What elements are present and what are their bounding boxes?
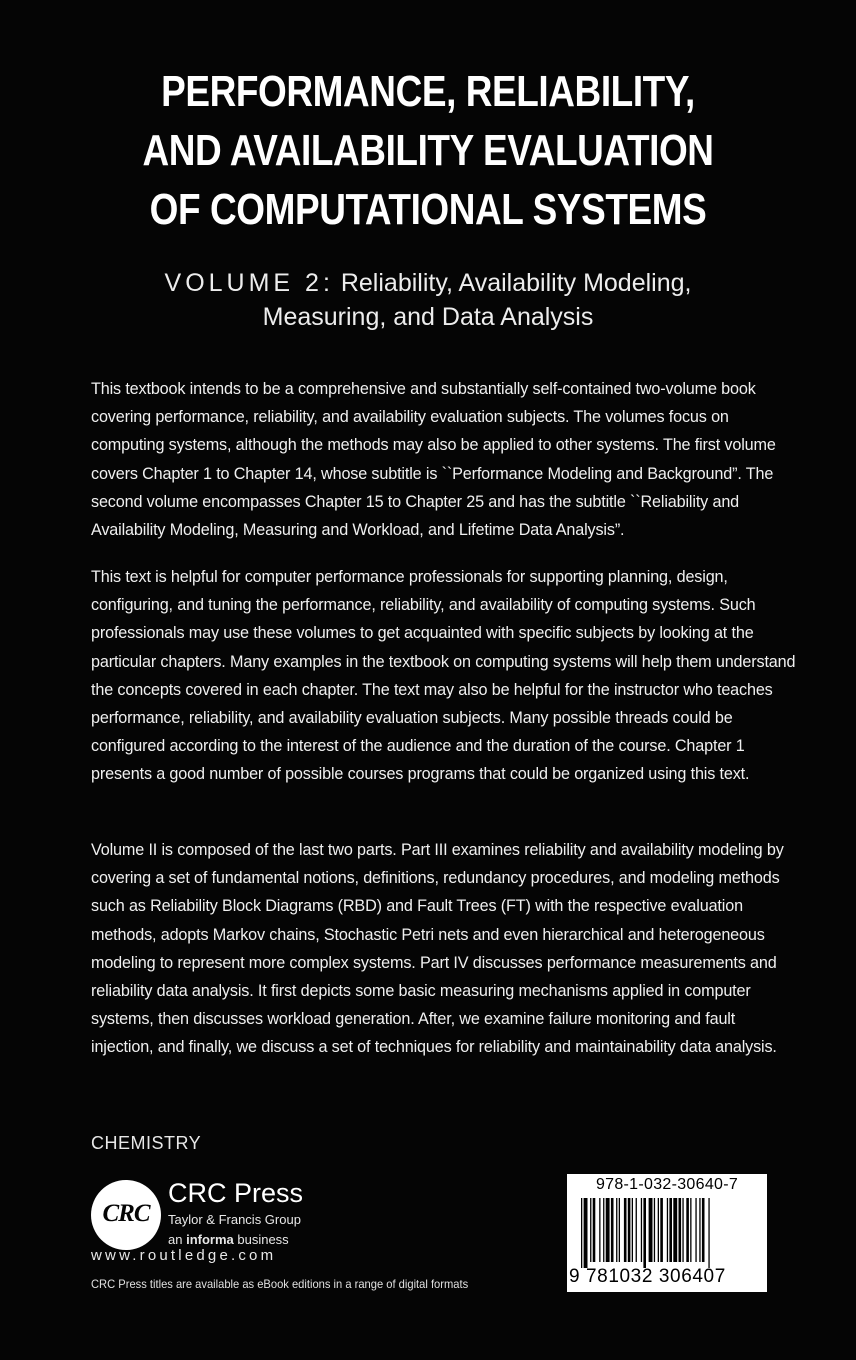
publisher-block	[168, 1178, 303, 1250]
publisher-name: CRC Press	[168, 1178, 304, 1208]
barcode-bar	[611, 1198, 614, 1262]
barcode-bar	[632, 1198, 633, 1262]
barcode-bar	[619, 1198, 620, 1262]
barcode-bar	[679, 1198, 682, 1262]
barcode-bar	[624, 1198, 627, 1262]
title-line-3: OF COMPUTATIONAL SYSTEMS	[149, 185, 707, 234]
subtitle-line-1-text: Reliability, Availability Modeling,	[340, 269, 692, 297]
isbn-barcode	[567, 1174, 767, 1292]
business-suffix: business	[233, 1232, 289, 1247]
barcode-bar	[606, 1198, 610, 1262]
barcode-bar	[702, 1198, 705, 1262]
barcode-bar	[699, 1198, 700, 1262]
book-title	[0, 62, 856, 239]
paragraph-text: This text is helpful for computer performance professionals for supporting planning, design, configuring, and tuning the performance, reliability, and availability of computing systems. Such professionals may use these volumes to get acquainted with specific subjects by looking at the particular chapters. Many examples in the textbook on computing systems will help them understand the concepts covered in each chapter. The text may also be helpful for the instructor who teaches performance, reliability, and availability evaluation subjects. Many possible threads could be configured according to the interest of the audience and the duration of the course. Chapter 1 presents a good number of possible courses programs that could be organized using this text.	[91, 568, 796, 784]
barcode-first-digit: 9	[569, 1266, 581, 1287]
barcode-digit-groups: 781032 306407	[586, 1266, 726, 1287]
barcode-bar	[695, 1198, 696, 1262]
subtitle-line-1	[0, 266, 856, 300]
description-paragraph-3	[91, 836, 799, 1062]
barcode-bar	[636, 1198, 637, 1262]
barcode-bar	[616, 1198, 617, 1262]
barcode-bar	[660, 1198, 663, 1262]
barcode-bar	[643, 1198, 646, 1268]
barcode-bar	[658, 1198, 659, 1262]
subject-category: CHEMISTRY	[91, 1133, 202, 1153]
barcode-bar	[628, 1198, 631, 1262]
barcode-bar	[641, 1198, 642, 1262]
barcode-bar	[599, 1198, 600, 1262]
subtitle-line-2: Measuring, and Data Analysis	[262, 303, 594, 331]
website-link: www.routledge.com	[91, 1247, 277, 1264]
barcode-bar	[590, 1198, 591, 1262]
title-line-1: PERFORMANCE, RELIABILITY,	[161, 67, 695, 116]
barcode-bar	[581, 1198, 582, 1268]
description-paragraph-2	[91, 563, 799, 789]
business-prefix: an	[168, 1232, 187, 1247]
isbn-number: 978-1-032-30640-7	[595, 1176, 739, 1193]
barcode-bar	[708, 1198, 709, 1268]
paragraph-text: Volume II is composed of the last two parts. Part III examines reliability and availability modeling by covering a set of fundamental notions, definitions, redundancy procedures, and modeling methods such as Reliability Block Diagrams (RBD) and Fault Trees (FT) with the respective evaluation methods, adopts Markov chains, Stochastic Petri nets and even hierarchical and heterogeneous modeling to represent more complex systems. Part IV discusses performance measurements and reliability data analysis. It first depicts some basic measuring mechanisms applied in computer systems, then discusses workload generation. After, we examine failure monitoring and fault injection, and finally, we discuss a set of techniques for reliability and maintainability data analysis.	[91, 841, 784, 1057]
barcode-bar	[603, 1198, 604, 1262]
business-bold: informa	[186, 1232, 234, 1247]
volume-subtitle	[0, 266, 856, 334]
barcode-bars-icon	[577, 1198, 759, 1268]
description-paragraph-1	[91, 375, 799, 544]
crc-logo-text: CRC	[102, 1200, 150, 1227]
barcode-bar	[667, 1198, 668, 1262]
publisher-group: Taylor & Francis Group	[168, 1212, 301, 1227]
title-line-2: AND AVAILABILITY EVALUATION	[142, 126, 714, 175]
barcode-bar	[686, 1198, 689, 1262]
barcode-bar	[584, 1198, 588, 1268]
barcode-bar	[593, 1198, 596, 1262]
ebook-note: CRC Press titles are available as eBook editions in a range of digital formats	[91, 1277, 469, 1291]
barcode-bar	[682, 1198, 683, 1262]
barcode-bar	[690, 1198, 691, 1262]
barcode-bar	[654, 1198, 655, 1262]
volume-label: VOLUME 2:	[164, 269, 334, 297]
paragraph-text: This textbook intends to be a comprehensive and substantially self-contained two-volume book covering performance, reliability, and availability evaluation subjects. The volumes focus on computing systems, although the methods may also be applied to other systems. The first volume covers Chapter 1 to Chapter 14, whose subtitle is ``Performance Modeling and Background”. The second volume encompasses Chapter 15 to Chapter 25 and has the subtitle ``Reliability and Availability Modeling, Measuring and Workload, and Lifetime Data Analysis”.	[91, 380, 776, 540]
crc-logo-icon	[91, 1180, 161, 1250]
barcode-bar	[669, 1198, 672, 1262]
barcode-bar	[649, 1198, 653, 1262]
barcode-bar	[673, 1198, 677, 1262]
